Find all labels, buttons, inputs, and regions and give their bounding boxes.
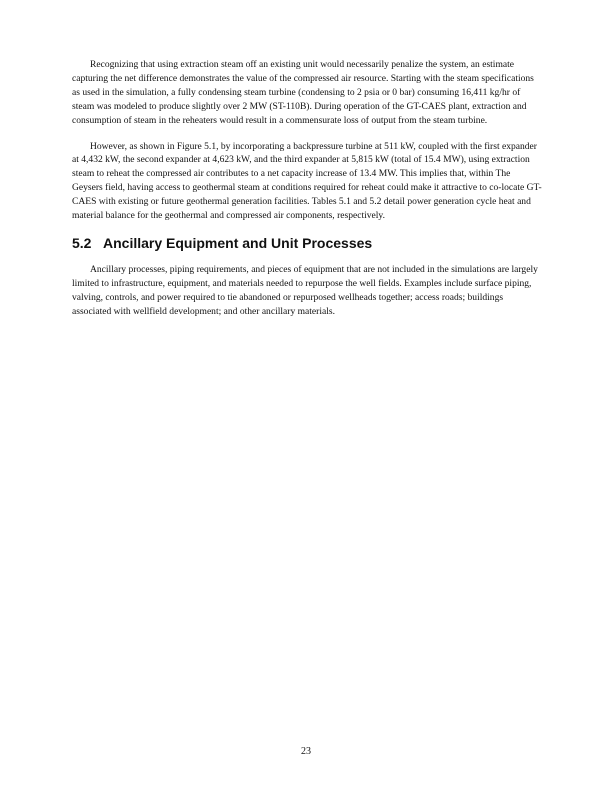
section-heading [72,235,542,252]
section-title: Ancillary Equipment and Unit Processes [103,234,373,251]
page-number: 23 [301,746,311,757]
paragraph-extraction-steam: Recognizing that using extraction steam off an existing unit would necessarily penalize the system, an estimate capturing the net difference demonstrates the value of the compressed air resource. Starting with the steam specifications as used in the simulation, a fully condensing steam turbine (condensing to 2 psia or 0 bar) consuming 16,411 kg/hr of steam was modeled to produce slightly over 2 MW (ST-110B). During operation of the GT-CAES plant, extraction and consumption of steam in the reheaters would result in a commensurate loss of output from the steam turbine. [72,59,534,126]
body-text [72,58,542,319]
paragraph-net-capacity: However, as shown in Figure 5.1, by incorporating a backpressure turbine at 511 kW, coupled with the first expander at 4,432 kW, the second expander at 4,623 kW, and the third expander at 5,815 kW (total of 15.4 MW), using extraction steam to reheat the compressed air contributes to a net capacity increase of 13.4 MW. This implies that, within The Geysers field, having access to geothermal steam at conditions required for reheat could make it attractive to co-locate GT-CAES with existing or future geothermal generation facilities. Tables 5.1 and 5.2 detail power generation cycle heat and material balance for the geothermal and compressed air components, respectively. [72,140,542,222]
section-number: 5.2 [72,234,92,251]
paragraph-ancillary-processes: Ancillary processes, piping requirements, and pieces of equipment that are not included in the simulations are largely limited to infrastructure, equipment, and materials needed to repurpose the well fields. Examples include surface piping, valving, controls, and power required to tie abandoned or repurposed wellheads together; access roads; buildings associated with wellfield development; and other ancillary materials. [72,263,538,317]
